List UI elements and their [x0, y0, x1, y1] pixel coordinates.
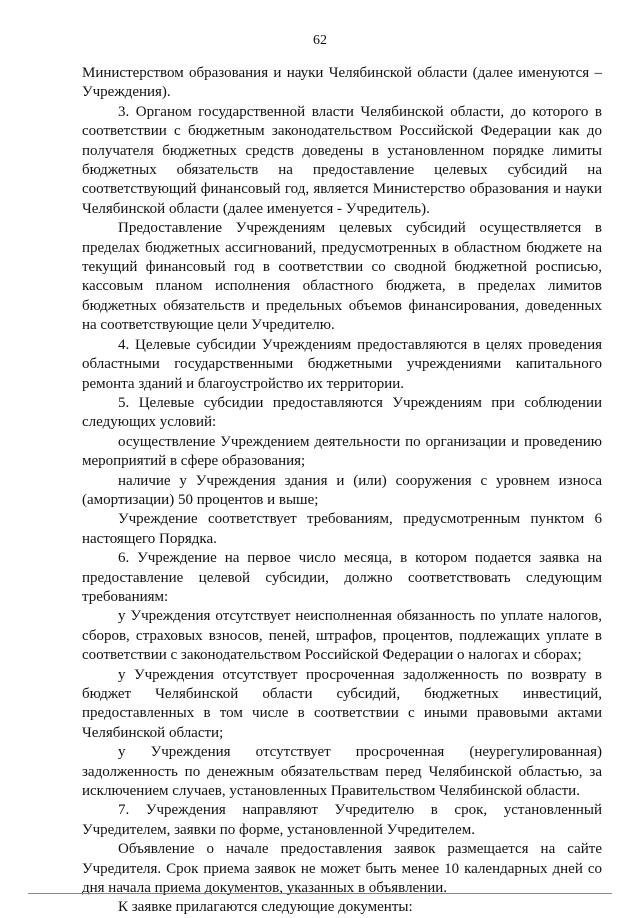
paragraph-condition-requirements: Учреждение соответствует требованиям, предусмотренным пунктом 6 настоящего Порядка.	[82, 511, 602, 547]
document-body	[82, 64, 602, 918]
paragraph-condition-wear: наличие у Учреждения здания и (или) сооружения с уровнем износа (амортизации) 50 процентов и выше;	[82, 472, 602, 508]
paragraph-requirement-subsidy-debt: у Учреждения отсутствует просроченная задолженность по возврату в бюджет Челябинской области субсидий, бюджетных инвестиций, предоставленных в том числе в соответствии с иными правовыми актами Челябинской области;	[82, 666, 602, 741]
paragraph-condition-activity: осуществление Учреждением деятельности по организации и проведению мероприятий в сфере образования;	[82, 433, 602, 470]
paragraph-announcement: Объявление о начале предоставления заявок размещается на сайте Учредителя. Срок приема заявок не может быть менее 10 календарных дней со дня начала приема документов, указанных в объявлении.	[82, 841, 602, 897]
paragraph-subsidy-provision: Предоставление Учреждениям целевых субсидий осуществляется в пределах бюджетных ассигнований, предусмотренных в областном бюджете на текущий финансовый год в соответствии со сводной бюджетной росписью, кассовым планом исполнения областного бюджета, в пределах лимитов бюджетных обязательств и предельных объемов финансирования, доведенных на соответствующие цели Учредителю.	[82, 220, 602, 334]
paragraph-requirement-taxes: у Учреждения отсутствует неисполненная обязанность по уплате налогов, сборов, страховых взносов, пеней, штрафов, процентов, подлежащих уплате в соответствии с законодательством Российской Федерации о налогах и сборах;	[82, 608, 602, 664]
page-bottom-rule	[28, 893, 612, 894]
paragraph-attachments: К заявке прилагаются следующие документы:	[118, 899, 413, 916]
paragraph-continuation: Министерством образования и науки Челябинской области (далее именуются – Учреждения).	[82, 65, 602, 101]
paragraph-clause-4: 4. Целевые субсидии Учреждениям предоставляются в целях проведения областными государственными бюджетными учреждениями капитального ремонта зданий и благоустройство их территории.	[82, 336, 602, 392]
paragraph-clause-7: 7. Учреждения направляют Учредителю в срок, установленный Учредителем, заявки по форме, установленной Учредителем.	[82, 802, 602, 838]
paragraph-clause-3: 3. Органом государственной власти Челябинской области, до которого в соответствии с бюджетным законодательством Российской Федерации как до получателя бюджетных средств доведены в установленном порядке лимиты бюджетных обязательств на предоставление целевых субсидий на соответствующий финансовый год, является Министерство образования и науки Челябинской области (далее именуется - Учредитель).	[82, 103, 602, 217]
paragraph-clause-6: 6. Учреждение на первое число месяца, в котором подается заявка на предоставление целевой субсидии, должно соответствовать следующим требованиям:	[82, 550, 602, 605]
page-number: 62	[313, 33, 327, 48]
paragraph-requirement-monetary-debt: у Учреждения отсутствует просроченная (неурегулированная) задолженность по денежным обязательствам перед Челябинской областью, за исключением случаев, установленных Правительством Челябинской области.	[82, 744, 602, 800]
paragraph-clause-5: 5. Целевые субсидии предоставляются Учреждениям при соблюдении следующих условий:	[82, 394, 602, 431]
